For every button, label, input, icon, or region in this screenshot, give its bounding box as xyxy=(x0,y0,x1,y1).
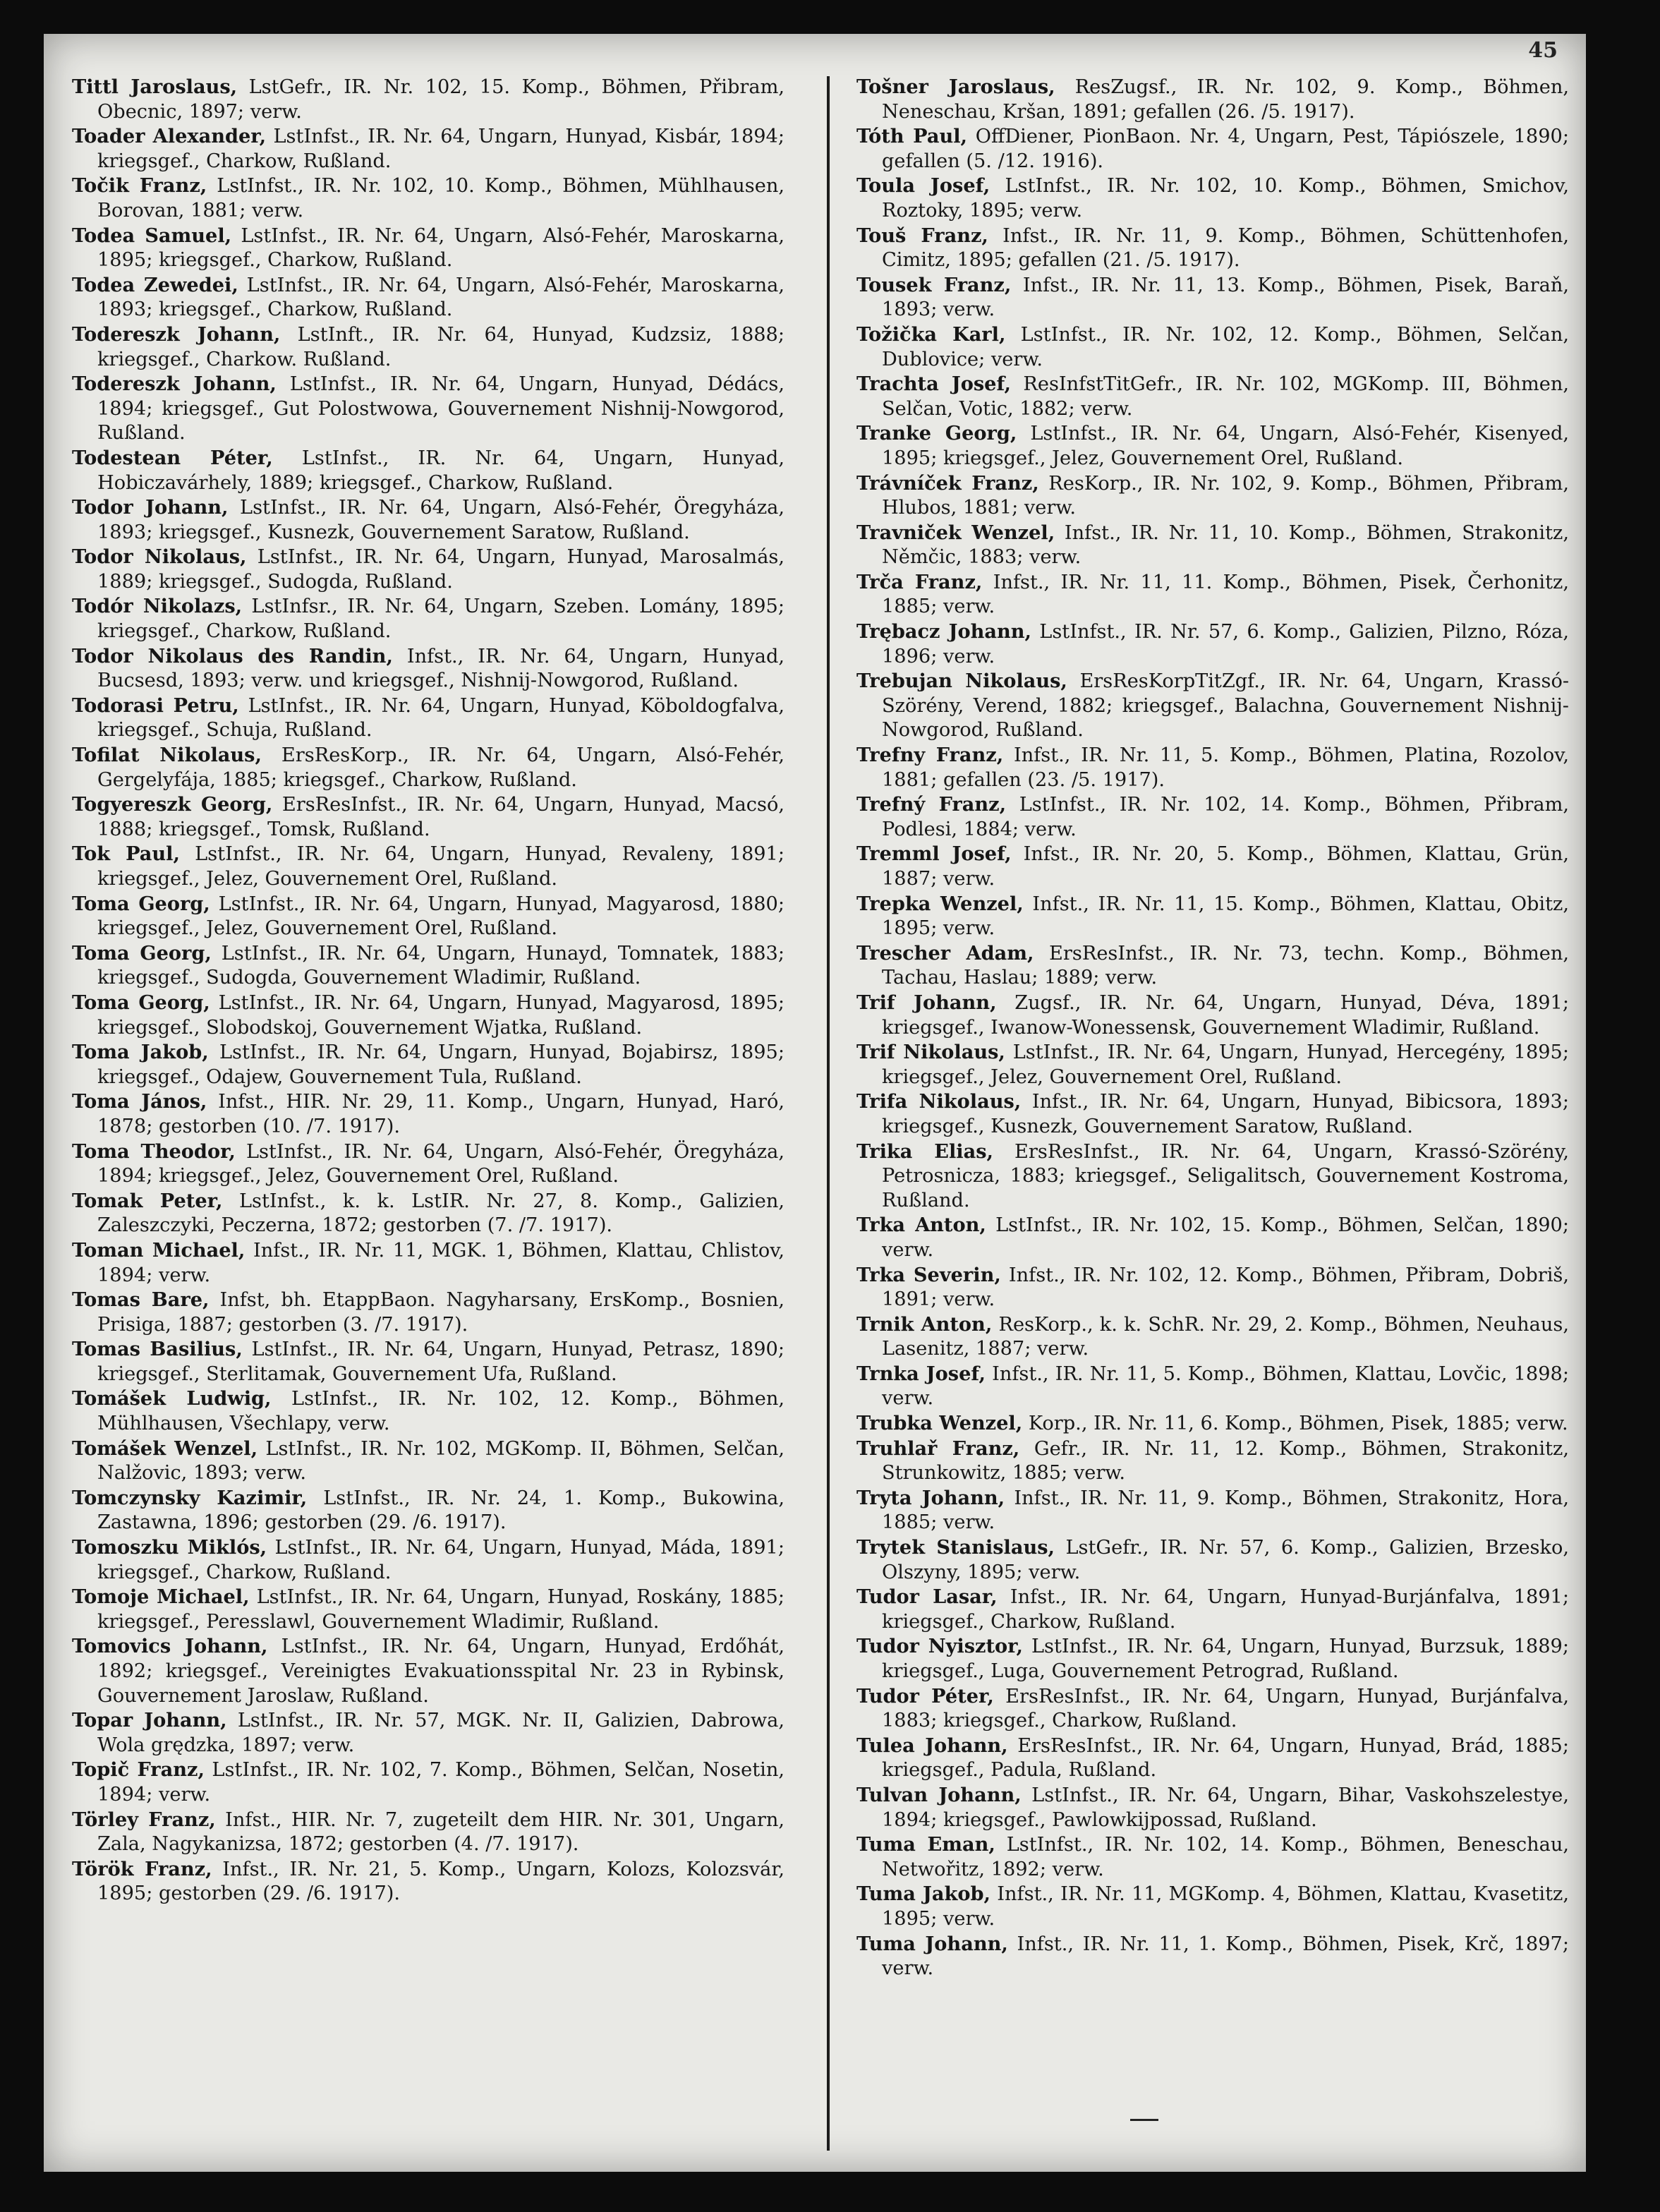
entry-details: Infst., IR. Nr. 11, 5. Komp., Böhmen, Klattau, Lovčic, 1898; verw. xyxy=(882,1362,1569,1410)
entry-details: LstInfst., IR. Nr. 64, Ungarn, Alsó-Fehér, Kisenyed, 1895; kriegsgef., Jelez, Gouvernement Orel, Rußland. xyxy=(882,423,1569,469)
document-page xyxy=(44,34,1586,2172)
casualty-entry xyxy=(72,1708,784,1758)
entry-details: LstInfst., IR. Nr. 24, 1. Komp., Bukowina, Zastawna, 1896; gestorben (29. /6. 1917). xyxy=(97,1487,784,1534)
entry-name: Trávníček Franz, xyxy=(856,471,1039,495)
entry-details: ErsResKorp., IR. Nr. 64, Ungarn, Alsó-Fehér, Gergelyfája, 1885; kriegsgef., Charkow, Rußland. xyxy=(97,744,784,791)
casualty-entry xyxy=(856,1312,1569,1362)
entry-name: Tulvan Johann, xyxy=(856,1783,1022,1806)
entry-name: Trnik Anton, xyxy=(856,1312,993,1336)
casualty-entry xyxy=(856,1535,1569,1585)
entry-details: Zugsf., IR. Nr. 64, Ungarn, Hunyad, Déva, 1891; kriegsgef., Iwanow-Wonessensk, Gouvernement Wladimir, Rußland. xyxy=(882,991,1569,1039)
entry-name: Todór Nikolazs, xyxy=(72,595,243,618)
entry-name: Tošner Jaroslaus, xyxy=(856,75,1055,98)
entry-details: ErsResInfst., IR. Nr. 64, Ungarn, Krassó-Szörény, Petrosnicza, 1883; kriegsgef., Seligalitsch, Gouvernement Kostroma, Rußland. xyxy=(882,1140,1570,1211)
casualty-entry xyxy=(856,1585,1569,1634)
casualty-entry xyxy=(856,1411,1569,1437)
entry-details: Infst., IR. Nr. 11, 15. Komp., Böhmen, Klattau, Obitz, 1895; verw. xyxy=(882,893,1569,940)
entry-details: LstInfst., IR. Nr. 64, Ungarn, Hunyad, Máda, 1891; kriegsgef., Charkow, Rußland. xyxy=(97,1537,784,1583)
entry-details: LstInfst., IR. Nr. 57, MGK. Nr. II, Galizien, Dabrowa, Wola grędzka, 1897; verw. xyxy=(97,1710,784,1756)
entry-name: Tóth Paul, xyxy=(856,125,968,148)
page-number: 45 xyxy=(1528,38,1558,63)
entry-name: Toma Georg, xyxy=(72,941,212,965)
entry-name: Tuma Johann, xyxy=(856,1932,1008,1955)
entry-name: Tuma Jakob, xyxy=(856,1882,990,1906)
entry-name: Törley Franz, xyxy=(72,1808,216,1831)
entry-name: Toma Jakob, xyxy=(72,1041,209,1064)
casualty-entry xyxy=(72,75,784,124)
entry-details: LstInfst., IR. Nr. 102, 10. Komp., Böhmen, Smichov, Roztoky, 1895; verw. xyxy=(882,175,1569,222)
entry-details: ErsResInfst., IR. Nr. 64, Ungarn, Hunyad, Burjánfalva, 1883; kriegsgef., Charkow, Rußland. xyxy=(882,1685,1569,1732)
entry-name: Tomášek Wenzel, xyxy=(72,1437,258,1460)
casualty-entry xyxy=(856,174,1569,223)
entry-name: Trika Elias, xyxy=(856,1140,993,1163)
entry-name: Trnka Josef, xyxy=(856,1362,986,1385)
entry-name: Toman Michael, xyxy=(72,1238,246,1262)
casualty-entry xyxy=(856,1437,1569,1486)
casualty-entry xyxy=(72,224,784,273)
entry-name: Tousek Franz, xyxy=(856,273,1012,296)
entry-details: LstInfst., IR. Nr. 64, Ungarn, Hunyad, Kisbár, 1894; kriegsgef., Charkow, Rußland. xyxy=(97,126,785,172)
entry-details: LstInfst., IR. Nr. 64, Ungarn, Alsó-Fehér, Maroskarna, 1893; kriegsgef., Charkow, Rußland. xyxy=(97,274,784,321)
entry-name: Todor Johann, xyxy=(72,496,229,519)
entry-details: LstGefr., IR. Nr. 57, 6. Komp., Galizien, Brzesko, Olszyny, 1895; verw. xyxy=(882,1537,1569,1583)
entry-name: Todereszk Johann, xyxy=(72,322,281,346)
entry-name: Tudor Péter, xyxy=(856,1684,994,1708)
casualty-entry xyxy=(72,1238,784,1288)
entry-details: Infst., IR. Nr. 11, 9. Komp., Böhmen, Strakonitz, Hora, 1885; verw. xyxy=(882,1487,1569,1534)
casualty-entry xyxy=(72,124,784,174)
entry-details: LstInfst., IR. Nr. 64, Ungarn, Hunyad, Bojabirsz, 1895; kriegsgef., Odajew, Gouvernement Tula, Rußland. xyxy=(97,1041,784,1088)
entry-details: Infst., IR. Nr. 21, 5. Komp., Ungarn, Kolozs, Kolozsvár, 1895; gestorben (29. /6. 1917). xyxy=(97,1858,784,1905)
entry-name: Tudor Nyisztor, xyxy=(856,1635,1023,1658)
casualty-entry xyxy=(72,991,784,1040)
entry-name: Trepka Wenzel, xyxy=(856,892,1024,915)
entry-name: Tožička Karl, xyxy=(856,322,1006,346)
entry-details: Infst., IR. Nr. 64, Ungarn, Hunyad, Bucsesd, 1893; verw. und kriegsgef., Nishnij-Nowgorod, Rußland. xyxy=(97,645,785,692)
casualty-entry xyxy=(856,421,1569,471)
entry-details: LstInfst., IR. Nr. 64, Ungarn, Hunyad, Marosalmás, 1889; kriegsgef., Sudogda, Rußland. xyxy=(97,546,784,593)
entry-name: Topič Franz, xyxy=(72,1758,205,1782)
casualty-entry xyxy=(856,471,1569,521)
entry-name: Trębacz Johann, xyxy=(856,620,1031,643)
casualty-entry xyxy=(856,1140,1569,1214)
entry-details: LstInfst., IR. Nr. 102, 14. Komp., Böhmen, Přibram, Podlesi, 1884; verw. xyxy=(882,794,1569,840)
entry-details: ResZugsf., IR. Nr. 102, 9. Komp., Böhmen, Neneschau, Kršan, 1891; gefallen (26. /5. 1917). xyxy=(882,76,1569,123)
entry-name: Tomak Peter, xyxy=(72,1189,223,1212)
entry-name: Tomas Basilius, xyxy=(72,1338,243,1361)
entry-details: LstInfsr., IR. Nr. 64, Ungarn, Szeben. Lomány, 1895; kriegsgef., Charkow, Rußland. xyxy=(97,596,785,643)
entry-name: Tomoje Michael, xyxy=(72,1585,250,1609)
entry-name: Tudor Lasar, xyxy=(856,1585,998,1609)
entry-name: Todorasi Petru, xyxy=(72,694,239,717)
casualty-entry xyxy=(72,1337,784,1386)
casualty-entry xyxy=(856,892,1569,941)
entry-details: Infst., IR. Nr. 11, 5. Komp., Böhmen, Platina, Rozolov, 1881; gefallen (23. /5. 1917). xyxy=(882,744,1569,791)
entry-name: Todea Samuel, xyxy=(72,224,232,247)
entry-name: Todestean Péter, xyxy=(72,446,273,469)
column-divider xyxy=(827,76,830,2151)
entry-details: LstInfst., IR. Nr. 102, 12. Komp., Böhmen, Mühlhausen, Všechlapy, verw. xyxy=(97,1388,784,1435)
entry-name: Touš Franz, xyxy=(856,224,988,247)
entry-details: LstGefr., IR. Nr. 102, 15. Komp., Böhmen, Přibram, Obecnic, 1897; verw. xyxy=(97,76,784,123)
casualty-entry xyxy=(72,322,784,372)
entry-details: ErsResKorpTitZgf., IR. Nr. 64, Ungarn, Krassó-Szörény, Verend, 1882; kriegsgef., Balachna, Gouvernement Nishnij-Nowgorod, Rußland. xyxy=(882,670,1570,742)
entry-details: Gefr., IR. Nr. 11, 12. Komp., Böhmen, Strakonitz, Strunkowitz, 1885; verw. xyxy=(882,1437,1570,1485)
entry-details: Infst., IR. Nr. 64, Ungarn, Hunyad-Burjánfalva, 1891; kriegsgef., Charkow, Rußland. xyxy=(882,1586,1569,1633)
entry-name: Trefný Franz, xyxy=(856,793,1007,816)
entry-details: Infst., IR. Nr. 11, 9. Komp., Böhmen, Schüttenhofen, Cimitz, 1895; gefallen (21. /5. 1917). xyxy=(882,224,1569,272)
casualty-entry xyxy=(72,174,784,223)
casualty-entry xyxy=(72,495,784,545)
casualty-entry xyxy=(72,743,784,792)
right-column xyxy=(856,75,1569,1981)
casualty-entry xyxy=(856,941,1569,991)
entry-details: ResKorp., IR. Nr. 102, 9. Komp., Böhmen, Přibram, Hlubos, 1881; verw. xyxy=(882,472,1569,519)
entry-name: Trachta Josef, xyxy=(856,373,1012,396)
entry-name: Trifa Nikolaus, xyxy=(856,1090,1022,1113)
casualty-entry xyxy=(72,1634,784,1708)
casualty-entry xyxy=(72,1486,784,1535)
entry-details: LstInfst., IR. Nr. 102, 15. Komp., Böhmen, Selčan, 1890; verw. xyxy=(882,1214,1569,1261)
entry-details: LstInfst., IR. Nr. 64, Ungarn, Hunyad, Erdőhát, 1892; kriegsgef., Vereinigtes Evakuationsspital Nr. 23 in Rybinsk, Gouvernement Jaroslaw, Rußland. xyxy=(97,1636,784,1707)
entry-details: LstInfst., IR. Nr. 64, Ungarn, Hunayd, Tomnatek, 1883; kriegsgef., Sudogda, Gouvernement Wladimir, Rußland. xyxy=(97,942,784,989)
casualty-entry xyxy=(72,644,784,694)
entry-details: LstInfst., IR. Nr. 102, 14. Komp., Böhmen, Beneschau, Netwořitz, 1892; verw. xyxy=(882,1834,1569,1880)
entry-details: Infst, bh. EtappBaon. Nagyharsany, ErsKomp., Bosnien, Prisiga, 1887; gestorben (3. /7. 1917). xyxy=(97,1289,784,1336)
entry-details: Infst., IR. Nr. 11, MGKomp. 4, Böhmen, Klattau, Kvasetitz, 1895; verw. xyxy=(882,1883,1569,1930)
casualty-entry xyxy=(856,372,1569,421)
casualty-entry xyxy=(856,521,1569,570)
entry-name: Toma Theodor, xyxy=(72,1140,236,1163)
entry-details: LstInfst., IR. Nr. 64, Ungarn, Alsó-Fehér, Öregyháza, 1893; kriegsgef., Kusnezk, Gouvernement Saratow, Rußland. xyxy=(97,497,784,543)
casualty-entry xyxy=(856,620,1569,669)
casualty-entry xyxy=(72,1535,784,1585)
entry-details: Infst., IR. Nr. 11, 13. Komp., Böhmen, Pisek, Baraň, 1893; verw. xyxy=(882,274,1569,321)
entry-name: Tuma Eman, xyxy=(856,1833,995,1856)
entry-details: LstInfst., IR. Nr. 64, Ungarn, Hunyad, Revaleny, 1891; kriegsgef., Jelez, Gouvernement Orel, Rußland. xyxy=(97,843,785,890)
casualty-entry xyxy=(72,1040,784,1089)
entry-name: Tomášek Ludwig, xyxy=(72,1387,272,1410)
entry-details: LstInft., IR. Nr. 64, Hunyad, Kudzsiz, 1888; kriegsgef., Charkow. Rußland. xyxy=(97,323,784,370)
entry-name: Tryta Johann, xyxy=(856,1486,1005,1509)
casualty-entry xyxy=(72,1758,784,1807)
casualty-entry xyxy=(856,1089,1569,1139)
casualty-entry xyxy=(856,1486,1569,1535)
casualty-entry xyxy=(72,273,784,322)
entry-details: Infst., IR. Nr. 11, MGK. 1, Böhmen, Klattau, Chlistov, 1894; verw. xyxy=(97,1239,784,1286)
casualty-entry xyxy=(856,1932,1569,1981)
casualty-entry xyxy=(856,322,1569,372)
entry-name: Travniček Wenzel, xyxy=(856,521,1055,544)
entry-details: LstInfst., IR. Nr. 64, Ungarn, Alsó-Fehér, Öregyháza, 1894; kriegsgef., Jelez, Gouvernement Orel, Rußland. xyxy=(97,1140,784,1187)
entry-name: Tulea Johann, xyxy=(856,1734,1008,1757)
entry-name: Tittl Jaroslaus, xyxy=(72,75,238,98)
entry-details: LstInfst., IR. Nr. 64, Ungarn, Hunyad, Burzsuk, 1889; kriegsgef., Luga, Gouvernement Petrograd, Rußland. xyxy=(882,1636,1569,1682)
casualty-entry xyxy=(856,124,1569,174)
entry-details: Infst., IR. Nr. 11, 10. Komp., Böhmen, Strakonitz, Němčic, 1883; verw. xyxy=(882,521,1569,569)
entry-details: LstInfst., IR. Nr. 102, MGKomp. II, Böhmen, Selčan, Nalžovic, 1893; verw. xyxy=(97,1437,784,1485)
entry-name: Todor Nikolaus, xyxy=(72,545,247,569)
entry-name: Toma Georg, xyxy=(72,991,210,1014)
casualty-entry xyxy=(72,1437,784,1486)
entry-details: LstInfst., IR. Nr. 64, Ungarn, Hunyad, Magyarosd, 1895; kriegsgef., Slobodskoj, Gouvernement Wjatka, Rußland. xyxy=(97,991,784,1039)
entry-name: Tranke Georg, xyxy=(856,422,1017,445)
entry-details: LstInfst., IR. Nr. 102, 7. Komp., Böhmen, Selčan, Nosetin, 1894; verw. xyxy=(97,1759,784,1806)
entry-name: Trča Franz, xyxy=(856,570,983,593)
casualty-entry xyxy=(72,1189,784,1238)
casualty-entry xyxy=(72,1140,784,1189)
casualty-entry xyxy=(856,224,1569,273)
entry-name: Toma Georg, xyxy=(72,892,210,915)
casualty-entry xyxy=(856,1832,1569,1882)
entry-name: Trebujan Nikolaus, xyxy=(856,670,1067,693)
casualty-entry xyxy=(856,991,1569,1040)
entry-name: Truhlař Franz, xyxy=(856,1437,1020,1460)
entry-details: ResKorp., k. k. SchR. Nr. 29, 2. Komp., Böhmen, Neuhaus, Lasenitz, 1887; verw. xyxy=(882,1313,1569,1360)
entry-details: Infst., IR. Nr. 11, 1. Komp., Böhmen, Pisek, Krč, 1897; verw. xyxy=(882,1933,1569,1980)
entry-name: Trif Nikolaus, xyxy=(856,1041,1005,1064)
casualty-entry xyxy=(72,842,784,891)
casualty-entry xyxy=(72,1585,784,1634)
entry-name: Trka Anton, xyxy=(856,1214,986,1237)
casualty-entry xyxy=(856,75,1569,124)
entry-name: Trescher Adam, xyxy=(856,941,1034,965)
entry-name: Todea Zewedei, xyxy=(72,273,238,296)
entry-name: Toula Josef, xyxy=(856,174,990,198)
casualty-entry xyxy=(856,842,1569,891)
entry-details: ErsResInfst., IR. Nr. 64, Ungarn, Hunyad, Macsó, 1888; kriegsgef., Tomsk, Rußland. xyxy=(97,794,784,840)
casualty-entry xyxy=(856,1634,1569,1684)
entry-details: LstInfst., IR. Nr. 64, Ungarn, Hunyad, Petrasz, 1890; kriegsgef., Sterlitamak, Gouvernement Ufa, Rußland. xyxy=(97,1338,784,1385)
entry-details: Infst., HIR. Nr. 7, zugeteilt dem HIR. Nr. 301, Ungarn, Zala, Nagykanizsa, 1872; gestorben (4. /7. 1917). xyxy=(97,1808,784,1856)
entry-details: LstInfst., IR. Nr. 102, 10. Komp., Böhmen, Mühlhausen, Borovan, 1881; verw. xyxy=(97,175,784,222)
left-column xyxy=(72,75,784,1906)
casualty-entry xyxy=(72,594,784,643)
casualty-entry xyxy=(72,792,784,842)
entry-name: Točik Franz, xyxy=(72,174,207,198)
casualty-entry xyxy=(856,1684,1569,1734)
entry-details: LstInfst., IR. Nr. 64, Ungarn, Hunyad, Roskány, 1885; kriegsgef., Peresslawl, Gouvernement Wladimir, Rußland. xyxy=(97,1586,784,1633)
entry-name: Tomoszku Miklós, xyxy=(72,1536,267,1559)
entry-name: Tomas Bare, xyxy=(72,1288,210,1312)
casualty-entry xyxy=(856,570,1569,620)
entry-name: Trubka Wenzel, xyxy=(856,1412,1023,1435)
entry-details: LstInfst., IR. Nr. 64, Ungarn, Hunyad, Dédács, 1894; kriegsgef., Gut Polostwowa, Gouvernement Nishnij-Nowgorod, Rußland. xyxy=(97,373,784,445)
casualty-entry xyxy=(856,1362,1569,1411)
casualty-entry xyxy=(72,694,784,743)
entry-name: Trif Johann, xyxy=(856,991,997,1014)
entry-name: Togyereszk Georg, xyxy=(72,793,273,816)
entry-details: LstInfst., IR. Nr. 64, Ungarn, Bihar, Vaskohszelestye, 1894; kriegsgef., Pawlowkijpossad, Rußland. xyxy=(882,1784,1569,1831)
casualty-entry xyxy=(856,669,1569,743)
casualty-entry xyxy=(72,1089,784,1139)
entry-details: OffDiener, PionBaon. Nr. 4, Ungarn, Pest, Tápiószele, 1890; gefallen (5. /12. 1916). xyxy=(882,126,1569,172)
casualty-entry xyxy=(72,1386,784,1436)
casualty-entry xyxy=(856,1213,1569,1262)
casualty-entry xyxy=(72,1857,784,1906)
casualty-entry xyxy=(856,1040,1569,1089)
entry-details: LstInfst., IR. Nr. 64, Ungarn, Hunyad, Köboldogfalva, kriegsgef., Schuja, Rußland. xyxy=(97,694,784,742)
casualty-entry xyxy=(856,792,1569,842)
entry-name: Trytek Stanislaus, xyxy=(856,1536,1055,1559)
casualty-entry xyxy=(72,545,784,594)
casualty-entry xyxy=(856,1882,1569,1931)
entry-details: LstInfst., IR. Nr. 64, Ungarn, Hunyad, Hobiczavárhely, 1889; kriegsgef., Charkow, Rußland. xyxy=(97,447,784,494)
entry-details: LstInfst., IR. Nr. 64, Ungarn, Alsó-Fehér, Maroskarna, 1895; kriegsgef., Charkow, Rußland. xyxy=(97,224,784,272)
entry-name: Trefny Franz, xyxy=(856,744,1004,767)
entry-details: Infst., IR. Nr. 64, Ungarn, Hunyad, Bibicsora, 1893; kriegsgef., Kusnezk, Gouvernement Saratow, Rußland. xyxy=(882,1091,1569,1137)
entry-details: LstInfst., IR. Nr. 102, 12. Komp., Böhmen, Selčan, Dublovice; verw. xyxy=(882,323,1569,370)
entry-details: Korp., IR. Nr. 11, 6. Komp., Böhmen, Pisek, 1885; verw. xyxy=(1022,1413,1568,1435)
entry-name: Tomczynsky Kazimir, xyxy=(72,1486,308,1509)
entry-name: Tofilat Nikolaus, xyxy=(72,744,262,767)
casualty-entry xyxy=(72,1808,784,1857)
entry-details: LstInfst., IR. Nr. 64, Ungarn, Hunyad, Hercegény, 1895; kriegsgef., Jelez, Gouvernement Orel, Rußland. xyxy=(882,1041,1569,1088)
entry-name: Tok Paul, xyxy=(72,842,180,866)
casualty-entry xyxy=(856,1263,1569,1312)
casualty-entry xyxy=(72,372,784,446)
entry-details: ErsResInfst., IR. Nr. 64, Ungarn, Hunyad, Brád, 1885; kriegsgef., Padula, Rußland. xyxy=(882,1734,1569,1782)
entry-details: ResInfstTitGefr., IR. Nr. 102, MGKomp. III, Böhmen, Selčan, Votic, 1882; verw. xyxy=(882,373,1569,420)
entry-name: Török Franz, xyxy=(72,1857,212,1880)
entry-details: Infst., IR. Nr. 11, 11. Komp., Böhmen, Pisek, Čerhonitz, 1885; verw. xyxy=(882,571,1569,618)
casualty-entry xyxy=(856,273,1569,322)
entry-name: Topar Johann, xyxy=(72,1709,227,1732)
end-dash xyxy=(1130,2119,1158,2121)
entry-details: Infst., HIR. Nr. 29, 11. Komp., Ungarn, Hunyad, Haró, 1878; gestorben (10. /7. 1917). xyxy=(97,1091,784,1137)
entry-name: Toma János, xyxy=(72,1090,207,1113)
casualty-entry xyxy=(72,892,784,941)
entry-details: LstInfst., IR. Nr. 57, 6. Komp., Galizien, Pilzno, Róza, 1896; verw. xyxy=(882,621,1569,667)
entry-name: Tomovics Johann, xyxy=(72,1635,268,1658)
entry-name: Tremml Josef, xyxy=(856,842,1012,866)
casualty-entry xyxy=(856,1734,1569,1783)
entry-name: Todereszk Johann, xyxy=(72,373,277,396)
entry-name: Toader Alexander, xyxy=(72,125,267,148)
casualty-entry xyxy=(856,743,1569,792)
casualty-entry xyxy=(72,446,784,495)
entry-details: ErsResInfst., IR. Nr. 73, techn. Komp., Böhmen, Tachau, Haslau; 1889; verw. xyxy=(882,942,1569,989)
entry-name: Todor Nikolaus des Randin, xyxy=(72,644,393,667)
entry-name: Trka Severin, xyxy=(856,1263,1001,1286)
casualty-entry xyxy=(72,941,784,991)
entry-details: Infst., IR. Nr. 102, 12. Komp., Böhmen, Přibram, Dobriš, 1891; verw. xyxy=(882,1264,1570,1311)
entry-details: Infst., IR. Nr. 20, 5. Komp., Böhmen, Klattau, Grün, 1887; verw. xyxy=(882,843,1569,890)
entry-details: LstInfst., k. k. LstIR. Nr. 27, 8. Komp., Galizien, Zaleszczyki, Peczerna, 1872; gestorben (7. /7. 1917). xyxy=(97,1190,784,1237)
casualty-entry xyxy=(856,1783,1569,1832)
entry-details: LstInfst., IR. Nr. 64, Ungarn, Hunyad, Magyarosd, 1880; kriegsgef., Jelez, Gouvernement Orel, Rußland. xyxy=(97,893,784,940)
casualty-entry xyxy=(72,1288,784,1337)
